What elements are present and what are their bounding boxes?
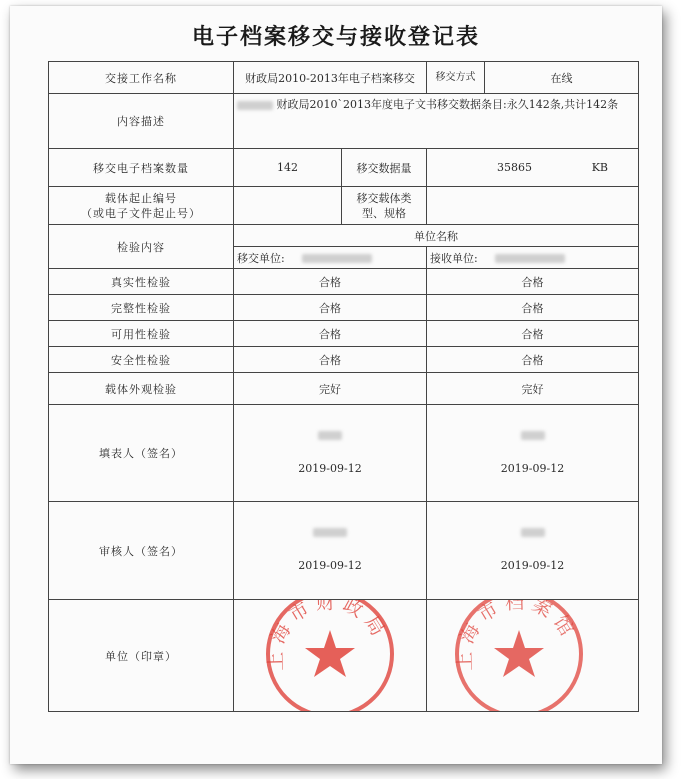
carrier-number-label — [49, 187, 234, 225]
registration-table — [48, 61, 639, 712]
reviewer-receive-cell — [427, 502, 639, 600]
filler-transfer-date: 2019-09-12 — [298, 462, 362, 475]
form-title: 电子档案移交与接收登记表 — [191, 24, 480, 50]
unit-name-header: 单位名称 — [234, 225, 639, 247]
redacted-text — [495, 254, 565, 263]
transfer-unit-label: 移交单位: — [237, 251, 285, 265]
check-transfer-result: 合格 — [234, 295, 427, 321]
check-transfer-result: 合格 — [234, 269, 427, 295]
filler-receive-date: 2019-09-12 — [500, 462, 565, 475]
handover-name-value: 财政局2010-2013年电子档案移交 — [234, 62, 427, 94]
redacted-signature — [313, 528, 347, 537]
receive-unit-label: 接收单位: — [430, 251, 478, 265]
reviewer-label: 审核人（签名） — [49, 502, 234, 600]
carrier-label-line1: 载体起止编号 — [105, 191, 177, 205]
redacted-text — [237, 101, 273, 110]
check-transfer-result: 完好 — [234, 373, 427, 405]
check-receive-result: 合格 — [427, 321, 639, 347]
reviewer-receive-date: 2019-09-12 — [500, 559, 565, 572]
check-receive-result: 合格 — [427, 295, 639, 321]
carrier-type-line2: 型、规格 — [362, 206, 406, 220]
content-label: 内容描述 — [49, 94, 234, 149]
receive-unit-cell — [427, 247, 639, 269]
data-volume-label: 移交数据量 — [342, 149, 427, 187]
filler-receive-cell — [427, 405, 639, 502]
receive-seal-cell — [427, 591, 639, 712]
inspection-label: 检验内容 — [49, 225, 234, 269]
carrier-label-line2: （或电子文件起止号） — [81, 206, 201, 220]
transfer-unit-stamp — [260, 591, 400, 712]
check-receive-result: 合格 — [427, 269, 639, 295]
redacted-signature — [521, 528, 545, 537]
check-label: 载体外观检验 — [49, 373, 234, 405]
check-receive-result: 完好 — [427, 373, 639, 405]
check-receive-result: 合格 — [427, 347, 639, 373]
filler-label: 填表人（签名） — [49, 405, 234, 502]
reviewer-transfer-date: 2019-09-12 — [298, 559, 362, 572]
content-value: 财政局2010`2013年度电子文书移交数据条目:永久142条,共计142条 — [276, 98, 619, 111]
transfer-stamp-text: 上海市财政局 — [264, 591, 392, 672]
data-volume-value: 35865 — [497, 161, 532, 174]
check-label: 真实性检验 — [49, 269, 234, 295]
transfer-method-label: 移交方式 — [427, 62, 485, 94]
carrier-type-line1: 移交载体类 — [356, 191, 412, 205]
data-volume-cell — [427, 149, 639, 187]
redacted-signature — [318, 431, 342, 440]
check-label: 可用性检验 — [49, 321, 234, 347]
seal-label: 单位（印章） — [49, 600, 234, 712]
redacted-text — [302, 254, 372, 263]
document-page — [10, 6, 662, 764]
data-volume-unit: KB — [591, 161, 608, 174]
transfer-method-value: 在线 — [485, 62, 639, 94]
handover-name-label: 交接工作名称 — [49, 62, 234, 94]
transfer-unit-cell — [234, 247, 427, 269]
transfer-seal-cell — [234, 591, 427, 712]
redacted-signature — [521, 431, 545, 440]
check-label: 安全性检验 — [49, 347, 234, 373]
count-label: 移交电子档案数量 — [49, 149, 234, 187]
check-transfer-result: 合格 — [234, 347, 427, 373]
carrier-type-value — [427, 187, 639, 225]
receive-stamp-text: 上海市档案馆 — [453, 591, 581, 672]
count-value: 142 — [234, 149, 342, 187]
check-label: 完整性检验 — [49, 295, 234, 321]
carrier-type-label — [342, 187, 427, 225]
filler-transfer-cell — [234, 405, 427, 502]
carrier-number-value — [234, 187, 342, 225]
receive-unit-stamp — [449, 591, 589, 712]
content-cell — [234, 94, 639, 149]
reviewer-transfer-cell — [234, 502, 427, 600]
check-transfer-result: 合格 — [234, 321, 427, 347]
